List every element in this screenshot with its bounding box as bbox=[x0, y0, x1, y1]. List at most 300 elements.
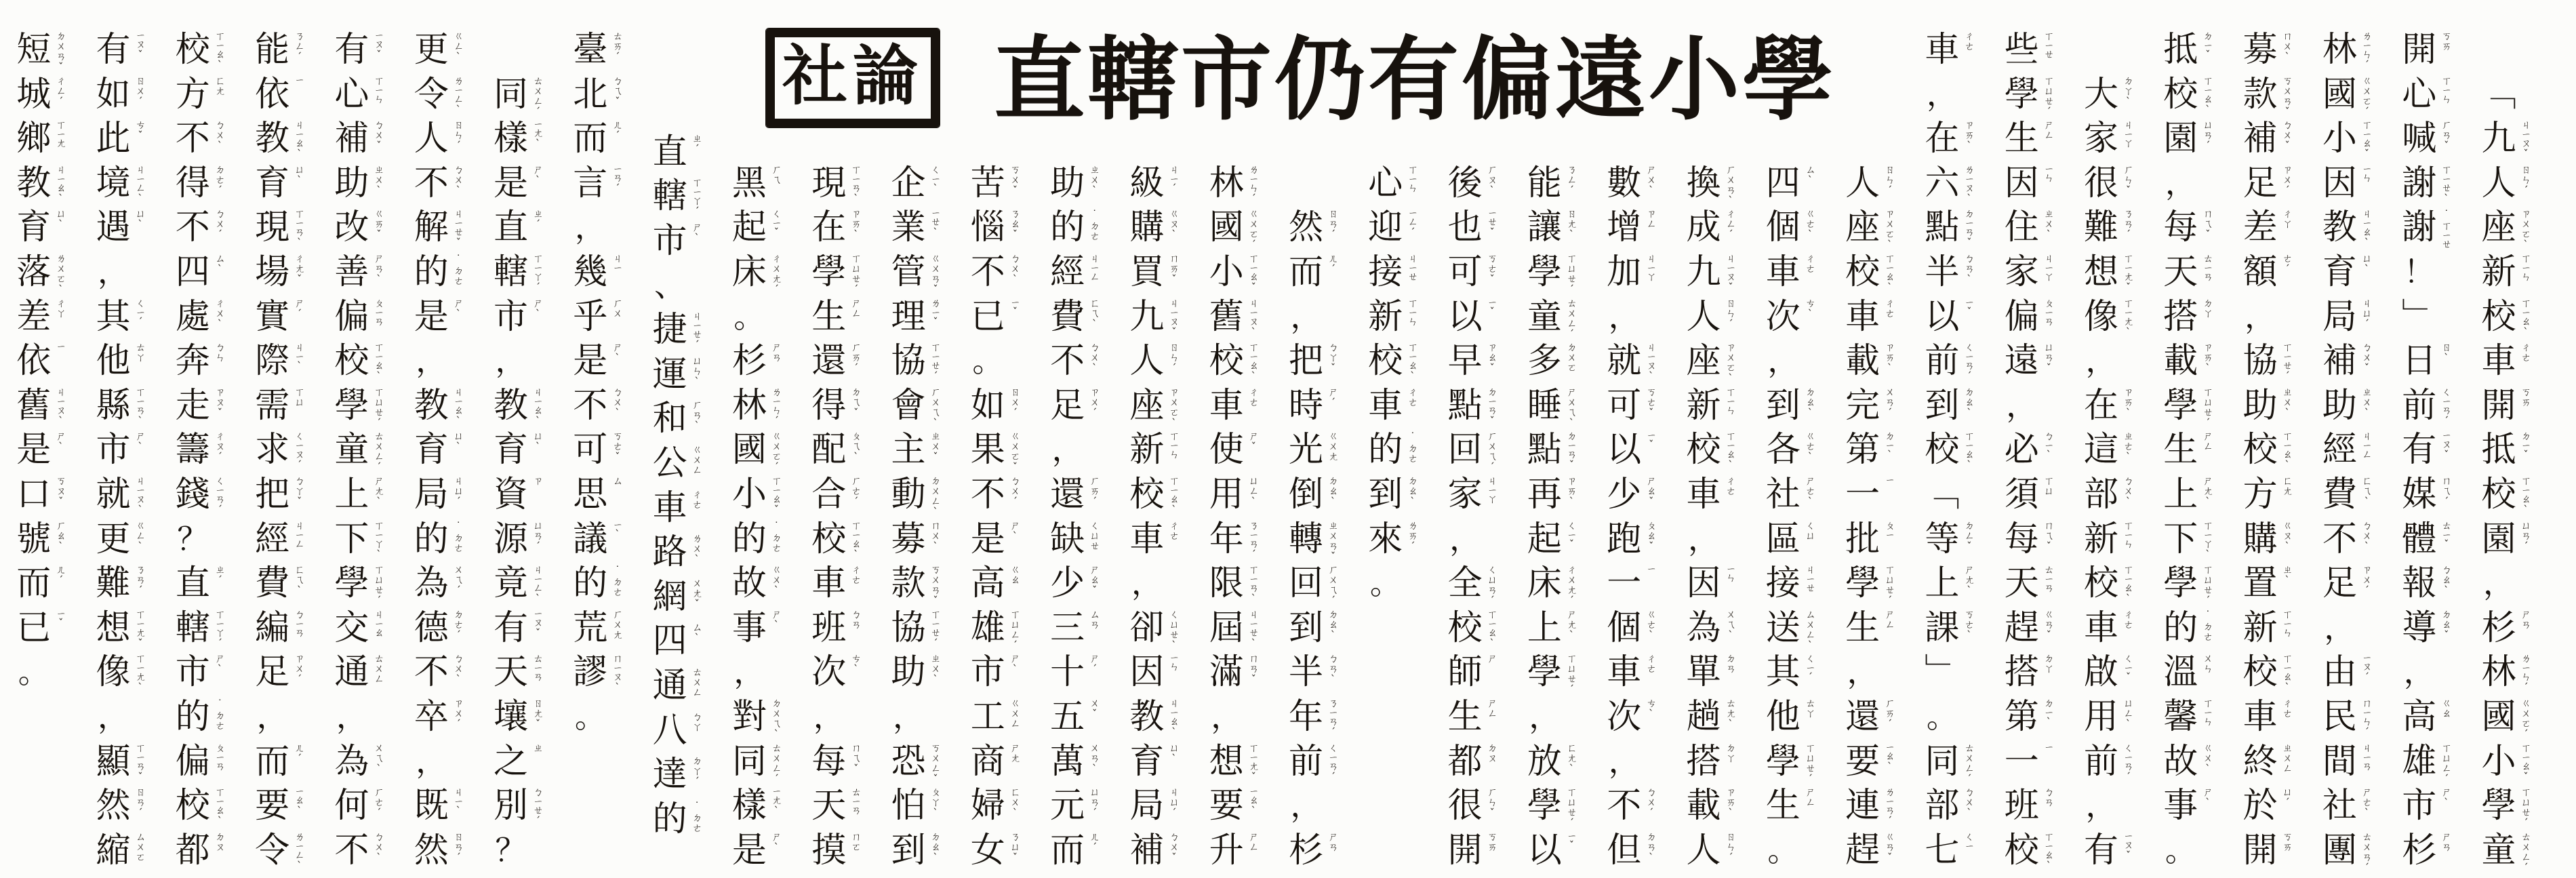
zhuyin-annotation: ㄇㄧㄣˊ bbox=[2360, 697, 2373, 738]
zhuyin-annotation: ㄎㄜˇ bbox=[611, 431, 624, 464]
char-cell bbox=[1287, 251, 1355, 296]
text-column bbox=[412, 28, 480, 873]
char-cell bbox=[2241, 696, 2309, 740]
zhuyin-annotation: ㄑㄧㄢˊ bbox=[1327, 742, 1340, 783]
char-cell bbox=[1128, 428, 1196, 473]
char-cell bbox=[254, 28, 321, 73]
hanzi: 高 bbox=[2402, 698, 2437, 736]
hanzi: 募 bbox=[891, 520, 926, 559]
char-cell bbox=[969, 251, 1037, 296]
hanzi: 的 bbox=[1050, 209, 1085, 247]
hanzi: ， bbox=[1608, 744, 1640, 779]
hanzi: 人 bbox=[1686, 831, 1721, 870]
zhuyin-annotation: ㄗㄨˊ bbox=[2360, 564, 2373, 597]
hanzi: 人 bbox=[1129, 342, 1165, 381]
zhuyin-annotation: ㄍㄠ bbox=[1009, 564, 1022, 585]
char-cell bbox=[1128, 740, 1196, 785]
char-cell bbox=[1128, 562, 1196, 607]
text-column bbox=[1923, 28, 1991, 873]
hanzi: 遠 bbox=[2004, 342, 2039, 381]
char-cell bbox=[1128, 696, 1196, 740]
hanzi: 新 bbox=[2481, 253, 2516, 292]
char-cell bbox=[254, 162, 321, 207]
zhuyin-annotation: ㄩㄢˇ bbox=[2042, 342, 2055, 375]
char-cell bbox=[1367, 518, 1434, 563]
char-cell bbox=[1207, 162, 1275, 207]
hanzi: 現 bbox=[811, 164, 847, 203]
hanzi: 把 bbox=[255, 475, 290, 514]
zhuyin-annotation: ㄕㄨㄟˋ bbox=[1565, 386, 1578, 429]
zhuyin-annotation: ㄌㄧㄢˊ bbox=[1883, 786, 1896, 828]
char-cell bbox=[492, 562, 560, 607]
zhuyin-annotation: ㄅㄧㄢ bbox=[293, 608, 306, 637]
hanzi: 接 bbox=[1368, 253, 1403, 292]
hanzi: 半 bbox=[1925, 253, 1960, 292]
zhuyin-annotation: ㄎㄜˋ bbox=[1963, 608, 1975, 641]
char-cell bbox=[2400, 473, 2468, 518]
hanzi: 局 bbox=[414, 475, 449, 514]
hanzi: 多 bbox=[1527, 342, 1562, 381]
char-cell bbox=[1685, 784, 1752, 829]
zhuyin-annotation: ㄅㄨˋ bbox=[2122, 475, 2135, 508]
zhuyin-annotation: ㄒㄧㄠˋ bbox=[2201, 75, 2214, 116]
zhuyin-annotation: ㄧㄡˇ bbox=[372, 31, 385, 61]
char-cell bbox=[94, 28, 162, 73]
char-cell bbox=[1844, 651, 1912, 696]
hanzi: 有 bbox=[334, 31, 369, 69]
zhuyin-annotation: ㄒㄩㄝˊ bbox=[2201, 564, 2214, 607]
char-cell bbox=[2241, 340, 2309, 384]
hanzi: 小 bbox=[2322, 120, 2357, 159]
zhuyin-annotation: ㄉㄜˊ bbox=[452, 608, 465, 641]
hanzi: 轉 bbox=[1288, 520, 1323, 559]
hanzi: 協 bbox=[2242, 342, 2278, 381]
char-cell bbox=[810, 162, 878, 207]
hanzi: 的 bbox=[731, 520, 767, 559]
hanzi: 媒 bbox=[2402, 475, 2437, 514]
char-cell bbox=[254, 784, 321, 829]
char-cell bbox=[1844, 740, 1912, 785]
hanzi: 市 bbox=[493, 298, 528, 336]
zhuyin-annotation: ㄑㄧㄡˊ bbox=[293, 431, 306, 472]
hanzi: 光 bbox=[1288, 431, 1323, 470]
zhuyin-annotation: ㄕˋ bbox=[2440, 786, 2453, 810]
zhuyin-annotation: ㄧㄠˋ bbox=[1883, 742, 1896, 773]
zhuyin-annotation: ㄙˋ bbox=[214, 252, 226, 275]
char-cell bbox=[1525, 740, 1593, 785]
hanzi: 跑 bbox=[1607, 520, 1642, 559]
zhuyin-annotation: ㄒㄧㄠˋ bbox=[214, 31, 226, 71]
char-cell bbox=[1923, 829, 1991, 874]
zhuyin-annotation: ㄍㄢˇ bbox=[2042, 608, 2055, 641]
hanzi: 場 bbox=[255, 253, 290, 292]
char-cell bbox=[1367, 473, 1434, 518]
hanzi: 個 bbox=[1765, 209, 1800, 247]
hanzi: 家 bbox=[2083, 120, 2118, 159]
zhuyin-annotation: ㄒㄧㄣ bbox=[1406, 163, 1419, 193]
char-cell bbox=[2400, 162, 2468, 207]
char-cell bbox=[2082, 296, 2150, 340]
zhuyin-annotation: ㄒㄧㄣ bbox=[2520, 252, 2532, 281]
zhuyin-annotation: ㄧㄣ bbox=[2042, 163, 2055, 182]
zhuyin-annotation: ㄔㄤˇ bbox=[293, 252, 306, 285]
zhuyin-annotation: ㄇㄨˋ bbox=[929, 519, 942, 553]
char-cell bbox=[2400, 428, 2468, 473]
zhuyin-annotation: ˙ㄉㄜ bbox=[611, 564, 624, 597]
hanzi: 可 bbox=[1447, 253, 1483, 292]
char-cell bbox=[254, 607, 321, 652]
zhuyin-annotation: ㄓㄨˇ bbox=[929, 431, 942, 464]
char-cell bbox=[94, 340, 162, 384]
char-cell bbox=[492, 651, 560, 696]
zhuyin-annotation: ㄉㄠˇ bbox=[2440, 608, 2453, 641]
hanzi: 車 bbox=[652, 489, 687, 527]
zhuyin-annotation: ㄧ bbox=[54, 342, 67, 351]
char-cell bbox=[254, 296, 321, 340]
hanzi: 到 bbox=[1765, 386, 1800, 425]
zhuyin-annotation: ㄑㄧˇ bbox=[770, 208, 783, 239]
zhuyin-annotation: ㄓˊ bbox=[531, 208, 544, 231]
hanzi: 由 bbox=[2322, 654, 2357, 692]
zhuyin-annotation: ㄗㄨㄛˋ bbox=[1167, 386, 1180, 429]
char-cell bbox=[492, 117, 560, 162]
hanzi: ， bbox=[1290, 789, 1322, 824]
hanzi: 然 bbox=[1288, 209, 1323, 247]
hanzi: 童 bbox=[2481, 831, 2516, 870]
hanzi: 不 bbox=[175, 120, 210, 159]
hanzi: 謝 bbox=[2402, 164, 2437, 203]
hanzi: 境 bbox=[96, 164, 131, 203]
hanzi: ， bbox=[1847, 655, 1878, 690]
hanzi: 。 bbox=[972, 344, 1004, 379]
zhuyin-annotation: ㄕㄠˇ bbox=[1645, 475, 1657, 508]
char-cell bbox=[1605, 740, 1673, 785]
char-cell bbox=[1049, 384, 1116, 429]
hanzi: 點 bbox=[1527, 431, 1562, 470]
hanzi: 雄 bbox=[970, 609, 1005, 647]
hanzi: 育 bbox=[1129, 742, 1165, 781]
zhuyin-annotation: ㄌㄧㄥˋ bbox=[293, 831, 306, 872]
zhuyin-annotation: ㄧㄠˋ bbox=[293, 786, 306, 818]
zhuyin-annotation: ㄍㄨㄛˊ bbox=[770, 431, 783, 474]
hanzi: 些 bbox=[2004, 31, 2039, 69]
hanzi: 費 bbox=[255, 565, 290, 603]
zhuyin-annotation: ㄕㄜˋ bbox=[2360, 786, 2373, 820]
hanzi: 走 bbox=[175, 386, 210, 425]
char-cell bbox=[1207, 340, 1275, 384]
zhuyin-annotation: ㄕㄢˋ bbox=[372, 252, 385, 285]
char-cell bbox=[1764, 384, 1832, 429]
hanzi: 口 bbox=[16, 475, 52, 514]
hanzi: 學 bbox=[1527, 654, 1562, 692]
hanzi: 林 bbox=[731, 386, 767, 425]
hanzi: 一 bbox=[1845, 475, 1880, 514]
zhuyin-annotation: ㄗㄨˊ bbox=[1088, 386, 1101, 419]
char-cell bbox=[1923, 251, 1991, 296]
char-cell bbox=[1844, 562, 1912, 607]
zhuyin-annotation: ㄍㄜˋ bbox=[1804, 208, 1817, 241]
hanzi: 學 bbox=[1845, 565, 1880, 603]
section-label: 社論 bbox=[782, 40, 923, 113]
char-cell bbox=[15, 562, 83, 607]
hanzi: 企 bbox=[891, 164, 926, 203]
zhuyin-annotation: ㄏㄞˊ bbox=[1088, 475, 1101, 508]
char-cell bbox=[651, 175, 719, 220]
hanzi: 溫 bbox=[2163, 654, 2198, 692]
zhuyin-annotation: ㄕㄢ bbox=[770, 342, 783, 363]
hanzi: ， bbox=[893, 699, 924, 734]
zhuyin-annotation: ㄊㄨㄢˊ bbox=[2360, 831, 2373, 874]
hanzi: 全 bbox=[1447, 565, 1483, 603]
zhuyin-annotation: ㄎㄨˇ bbox=[1009, 163, 1022, 197]
zhuyin-annotation: ㄈㄤ bbox=[2281, 475, 2294, 496]
text-column bbox=[1525, 162, 1593, 874]
hanzi: 是 bbox=[970, 520, 1005, 559]
zhuyin-annotation: ㄏㄨㄟˋ bbox=[929, 386, 942, 429]
char-cell bbox=[333, 117, 401, 162]
zhuyin-annotation: ㄒㄧㄠˇ bbox=[770, 475, 783, 516]
char-cell bbox=[571, 384, 639, 429]
zhuyin-annotation: ㄈㄤ bbox=[214, 75, 226, 96]
zhuyin-annotation: ㄖㄢˊ bbox=[134, 786, 146, 820]
zhuyin-annotation: ㄅㄧˋ bbox=[2042, 431, 2055, 462]
zhuyin-annotation: ㄖㄣˊ bbox=[1725, 297, 1737, 330]
hanzi: 住 bbox=[2004, 209, 2039, 247]
zhuyin-annotation: ㄒㄧㄢˇ bbox=[134, 742, 146, 783]
char-cell bbox=[333, 73, 401, 118]
zhuyin-annotation: ㄕˋ bbox=[531, 297, 544, 320]
hanzi: 會 bbox=[891, 386, 926, 425]
hanzi: ， bbox=[2006, 388, 2038, 423]
zhuyin-annotation: ㄕㄤˋ bbox=[2201, 475, 2214, 508]
char-cell bbox=[1764, 829, 1832, 874]
hanzi: 三 bbox=[1050, 609, 1085, 647]
char-cell bbox=[412, 784, 480, 829]
zhuyin-annotation: ㄉㄨㄢˇ bbox=[54, 31, 67, 73]
hanzi: 處 bbox=[175, 298, 210, 336]
char-cell bbox=[969, 384, 1037, 429]
hanzi: 國 bbox=[731, 431, 767, 470]
char-cell bbox=[1367, 162, 1434, 207]
zhuyin-annotation: ㄕˋ bbox=[691, 222, 704, 245]
char-cell bbox=[1287, 562, 1355, 607]
zhuyin-annotation: ㄆㄧㄢ bbox=[2042, 297, 2055, 326]
zhuyin-annotation: ㄕㄥ bbox=[2042, 119, 2055, 140]
char-cell bbox=[2162, 73, 2230, 118]
zhuyin-annotation: ㄧ bbox=[1883, 475, 1896, 483]
char-cell bbox=[651, 442, 719, 487]
char-cell bbox=[1446, 340, 1514, 384]
hanzi: 杉 bbox=[2402, 831, 2437, 870]
zhuyin-annotation: ㄆㄧㄢ bbox=[372, 297, 385, 326]
zhuyin-annotation: ㄑㄧˋ bbox=[929, 163, 942, 195]
char-cell bbox=[2082, 651, 2150, 696]
char-cell bbox=[15, 28, 83, 73]
zhuyin-annotation: ㄇㄨˋ bbox=[2281, 31, 2294, 63]
zhuyin-annotation: ㄔㄚ bbox=[54, 297, 67, 318]
zhuyin-annotation: ㄅㄢˋ bbox=[1327, 653, 1340, 686]
char-cell bbox=[2162, 117, 2230, 162]
hanzi: 。 bbox=[1767, 833, 1799, 868]
char-cell bbox=[1367, 340, 1434, 384]
char-cell bbox=[810, 296, 878, 340]
zhuyin-annotation: ㄋㄧㄢˊ bbox=[1327, 697, 1340, 738]
hanzi: 。 bbox=[733, 299, 765, 334]
text-column bbox=[1844, 162, 1912, 874]
hanzi: ， bbox=[1688, 521, 1719, 557]
zhuyin-annotation: ㄍㄠ bbox=[2440, 697, 2453, 718]
char-cell bbox=[94, 784, 162, 829]
hanzi: 一 bbox=[2004, 742, 2039, 781]
zhuyin-annotation: ㄅㄚ bbox=[691, 711, 704, 732]
zhuyin-annotation: ㄕㄥ bbox=[1486, 697, 1499, 718]
zhuyin-annotation: ㄕㄥ bbox=[1804, 786, 1817, 807]
hanzi: 連 bbox=[1845, 787, 1880, 826]
zhuyin-annotation: ㄧㄝˋ bbox=[929, 208, 942, 239]
char-cell bbox=[2320, 28, 2388, 73]
char-cell bbox=[2241, 784, 2309, 829]
hanzi: 九 bbox=[1129, 298, 1165, 336]
hanzi: 車 bbox=[1765, 253, 1800, 292]
zhuyin-annotation: ㄒㄧㄤˇ bbox=[134, 608, 146, 650]
char-cell bbox=[1446, 384, 1514, 429]
char-cell bbox=[412, 607, 480, 652]
hanzi: 七 bbox=[1925, 831, 1960, 870]
zhuyin-annotation: ㄐㄧㄚ bbox=[1645, 252, 1657, 281]
zhuyin-annotation: ㄐㄧㄚ bbox=[2122, 119, 2135, 148]
hanzi: 須 bbox=[2004, 475, 2039, 514]
zhuyin-annotation: ㄩㄢˊ bbox=[2201, 119, 2214, 153]
zhuyin-annotation: ㄏㄨㄤ bbox=[611, 608, 624, 639]
char-cell bbox=[889, 251, 957, 296]
char-cell bbox=[2162, 428, 2230, 473]
zhuyin-annotation: ㄕˋ bbox=[452, 297, 465, 320]
zhuyin-annotation: ㄆㄧㄢ bbox=[214, 742, 226, 771]
hanzi: 班 bbox=[2004, 787, 2039, 826]
zhuyin-annotation: ㄗㄞˋ bbox=[1963, 119, 1975, 153]
char-cell bbox=[2082, 696, 2150, 740]
char-cell bbox=[1207, 251, 1275, 296]
char-cell bbox=[730, 384, 798, 429]
hanzi: 經 bbox=[2322, 431, 2357, 470]
hanzi: 更 bbox=[414, 31, 449, 69]
zhuyin-annotation: ㄓㄨㄢˇ bbox=[1327, 519, 1340, 563]
char-cell bbox=[1923, 473, 1991, 518]
char-cell bbox=[1525, 829, 1593, 874]
char-cell bbox=[1844, 340, 1912, 384]
zhuyin-annotation: ㄒㄧㄣ bbox=[1167, 431, 1180, 460]
zhuyin-annotation: ㄕ bbox=[1486, 653, 1499, 664]
zhuyin-annotation: ㄉㄠˋ bbox=[1327, 608, 1340, 641]
hanzi: 。 bbox=[18, 655, 49, 690]
hanzi: 屆 bbox=[1209, 609, 1244, 647]
hanzi: 車 bbox=[2083, 609, 2118, 647]
hanzi: 局 bbox=[1129, 787, 1165, 826]
char-cell bbox=[1287, 696, 1355, 740]
char-cell bbox=[492, 340, 560, 384]
hanzi: 然 bbox=[414, 831, 449, 870]
char-cell bbox=[1764, 740, 1832, 785]
char-cell bbox=[571, 607, 639, 652]
zhuyin-annotation: ㄐㄧㄢ bbox=[2360, 742, 2373, 771]
hanzi: 故 bbox=[731, 565, 767, 603]
hanzi: 差 bbox=[16, 298, 52, 336]
char-cell bbox=[651, 798, 719, 843]
zhuyin-annotation: ㄋㄩˇ bbox=[1009, 831, 1022, 864]
char-cell bbox=[94, 251, 162, 296]
char-cell bbox=[492, 428, 560, 473]
char-cell bbox=[651, 353, 719, 398]
char-cell bbox=[2162, 607, 2230, 652]
zhuyin-annotation: ㄓㄨˋ bbox=[2360, 386, 2373, 419]
hanzi: 生 bbox=[1765, 787, 1800, 826]
text-column bbox=[1446, 162, 1514, 874]
zhuyin-annotation: ㄋㄧㄢˊ bbox=[1247, 519, 1260, 561]
char-cell bbox=[1685, 251, 1752, 296]
hanzi: 國 bbox=[2481, 698, 2516, 736]
char-cell bbox=[1923, 73, 1991, 118]
hanzi: 育 bbox=[414, 431, 449, 470]
char-cell bbox=[15, 651, 83, 696]
hanzi: 教 bbox=[1129, 698, 1165, 736]
zhuyin-annotation: ㄔㄥˊ bbox=[54, 75, 67, 108]
hanzi: 舊 bbox=[1209, 298, 1244, 336]
hanzi: 心 bbox=[1368, 164, 1403, 203]
char-cell bbox=[2480, 696, 2548, 740]
hanzi: 樣 bbox=[493, 120, 528, 159]
zhuyin-annotation: ㄉㄧㄢˇ bbox=[1486, 386, 1499, 427]
zhuyin-annotation: ㄐㄧㄥ bbox=[1088, 252, 1101, 281]
zhuyin-annotation: ㄧㄡˊ bbox=[2360, 653, 2373, 684]
hanzi: 校 bbox=[334, 342, 369, 381]
char-cell bbox=[2082, 206, 2150, 251]
hanzi: 有 bbox=[493, 609, 528, 647]
zhuyin-annotation: ㄐㄧㄠˋ bbox=[54, 163, 67, 205]
char-cell bbox=[1049, 206, 1116, 251]
text-column bbox=[2162, 28, 2230, 873]
zhuyin-annotation: ㄓㄜˋ bbox=[2122, 431, 2135, 464]
hanzi: 新 bbox=[2242, 609, 2278, 647]
hanzi: 同 bbox=[493, 75, 528, 114]
hanzi: 交 bbox=[334, 609, 369, 647]
hanzi: 學 bbox=[334, 386, 369, 425]
hanzi: 缺 bbox=[1050, 520, 1085, 559]
hanzi: ， bbox=[256, 699, 288, 734]
char-cell bbox=[1685, 384, 1752, 429]
text-column bbox=[1049, 162, 1116, 874]
hanzi: 部 bbox=[2083, 475, 2118, 514]
hanzi: 轄 bbox=[652, 178, 687, 216]
zhuyin-annotation: ㄌㄧㄡˋ bbox=[1963, 163, 1975, 205]
zhuyin-annotation: ㄐㄧㄥˋ bbox=[134, 163, 146, 205]
hanzi: 協 bbox=[891, 609, 926, 647]
hanzi: 依 bbox=[255, 75, 290, 114]
zhuyin-annotation: ㄊㄨㄥ bbox=[372, 653, 385, 684]
zhuyin-annotation: ㄗㄨㄛˋ bbox=[1883, 208, 1896, 252]
hanzi: 他 bbox=[1765, 698, 1800, 736]
zhuyin-annotation: ㄕˋ bbox=[611, 342, 624, 365]
zhuyin-annotation: ㄐㄧㄚ bbox=[1486, 475, 1499, 504]
char-cell bbox=[2320, 206, 2388, 251]
zhuyin-annotation: ㄒㄧㄤ bbox=[54, 119, 67, 148]
char-cell bbox=[2003, 340, 2070, 384]
char-cell bbox=[1525, 696, 1593, 740]
char-cell bbox=[730, 340, 798, 384]
zhuyin-annotation: ㄆㄚˋ bbox=[929, 786, 942, 820]
char-cell bbox=[2082, 473, 2150, 518]
zhuyin-annotation: ㄗㄨˊ bbox=[452, 697, 465, 730]
zhuyin-annotation: ㄒㄧㄣ bbox=[2440, 75, 2453, 104]
